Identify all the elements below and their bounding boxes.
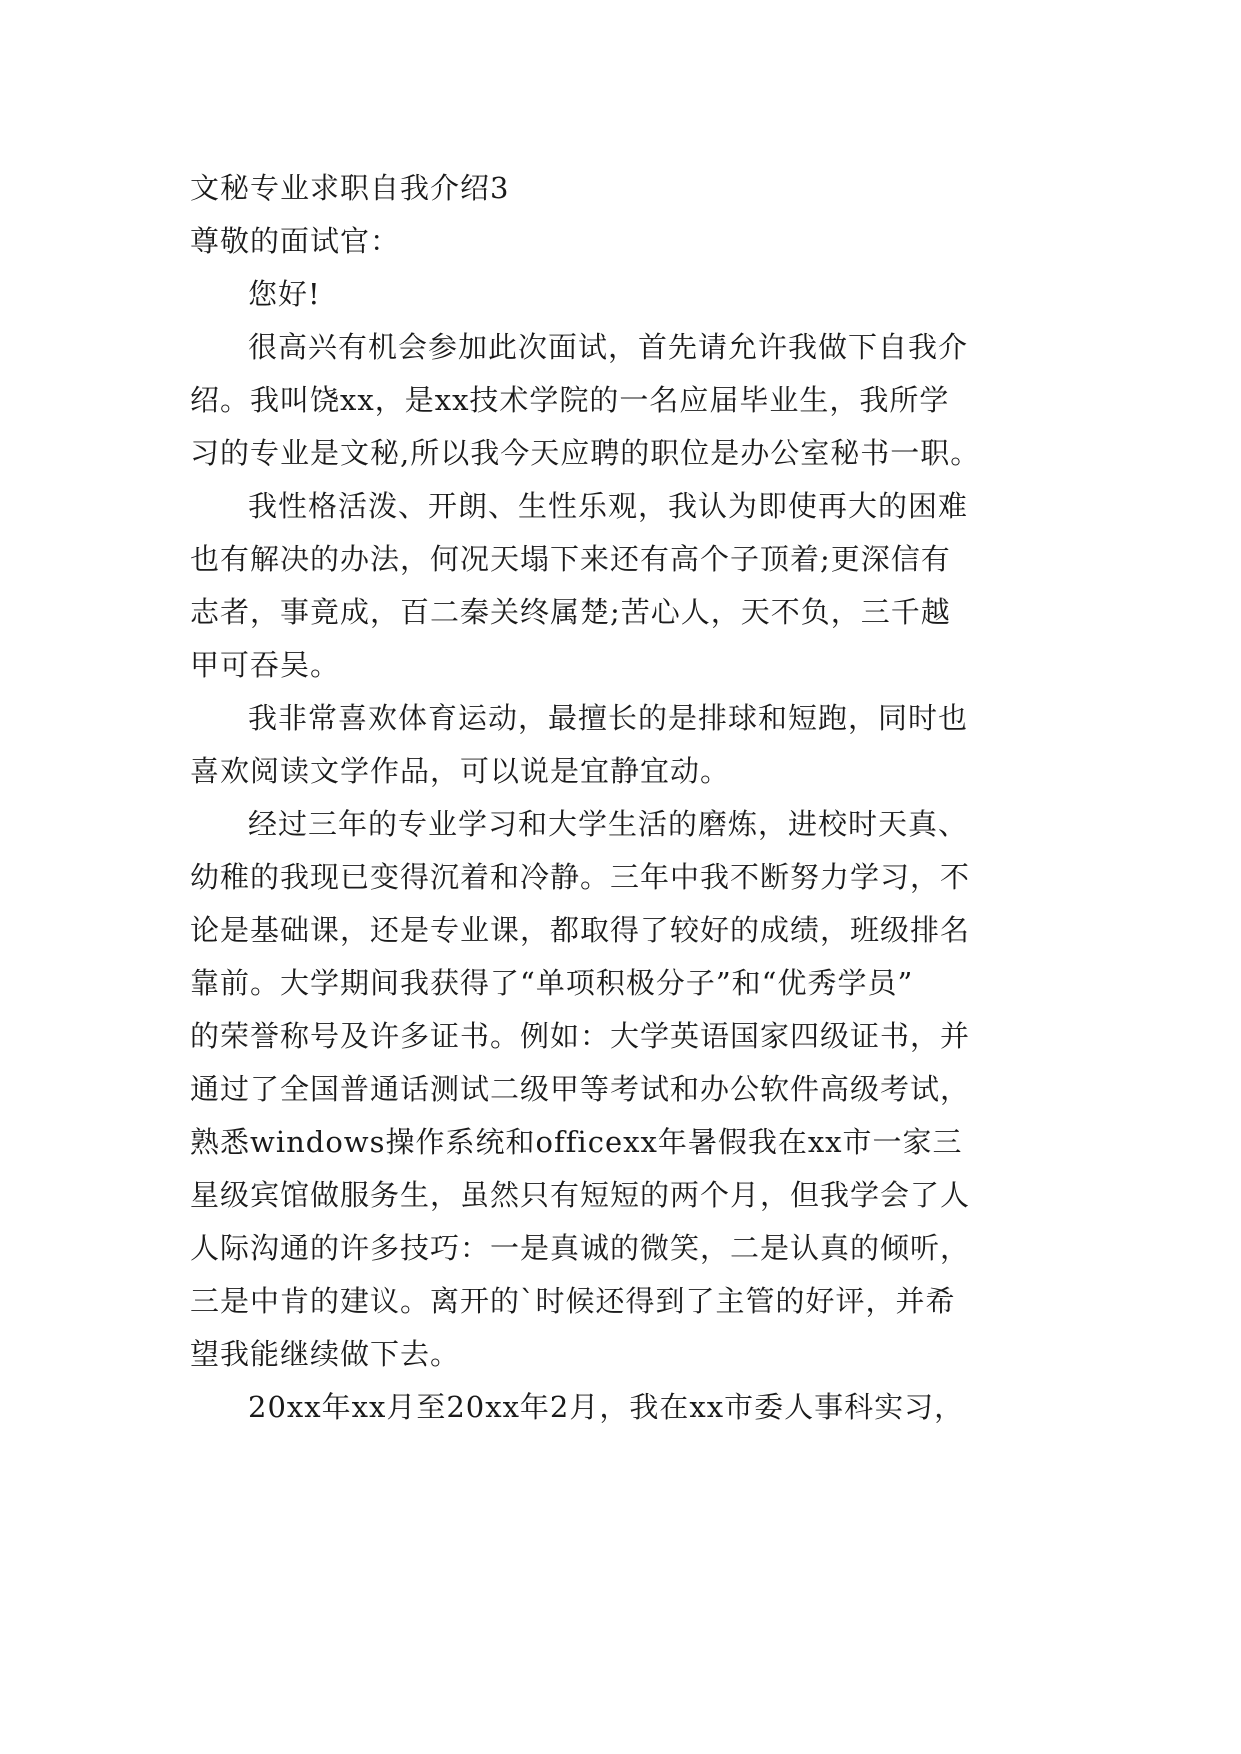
paragraph-line: 20xx年xx月至20xx年2月，我在xx市委人事科实习， [248, 1390, 965, 1424]
document-body [190, 162, 1070, 1434]
paragraph-line: 我非常喜欢体育运动，最擅长的是排球和短跑，同时也 [248, 701, 969, 735]
salutation: 尊敬的面试官： [190, 224, 401, 258]
paragraph-line: 熟悉windows操作系统和officexx年暑假我在xx市一家三 [190, 1125, 963, 1159]
paragraph-line: 我性格活泼、开朗、生性乐观，我认为即使再大的困难 [248, 489, 969, 523]
paragraph-line: 三是中肯的建议。离开的`时候还得到了主管的好评，并希 [190, 1284, 956, 1318]
paragraph-line: 也有解决的办法，何况天塌下来还有高个子顶着;更深信有 [190, 542, 951, 576]
paragraph-line: 很高兴有机会参加此次面试，首先请允许我做下自我介 [248, 330, 969, 364]
greeting-line: 您好! [248, 277, 321, 311]
paragraph-line: 习的专业是文秘,所以我今天应聘的职位是办公室秘书一职。 [190, 436, 981, 470]
paragraph-line: 星级宾馆做服务生，虽然只有短短的两个月，但我学会了人 [190, 1178, 971, 1212]
paragraph-line: 甲可吞吴。 [190, 648, 341, 682]
paragraph-line: 望我能继续做下去。 [190, 1337, 461, 1371]
paragraph-line: 的荣誉称号及许多证书。例如：大学英语国家四级证书，并 [190, 1019, 971, 1053]
paragraph-line: 喜欢阅读文学作品，可以说是宜静宜动。 [190, 754, 731, 788]
paragraph-line: 论是基础课，还是专业课，都取得了较好的成绩，班级排名 [190, 913, 971, 947]
paragraph-line: 经过三年的专业学习和大学生活的磨炼，进校时天真、 [248, 807, 969, 841]
paragraph-line: 人际沟通的许多技巧：一是真诚的微笑，二是认真的倾听， [190, 1231, 971, 1265]
paragraph-line: 通过了全国普通话测试二级甲等考试和办公软件高级考试， [190, 1072, 971, 1106]
paragraph-line: 靠前。大学期间我获得了“单项积极分子”和“优秀学员” [190, 966, 914, 1000]
paragraph-line: 幼稚的我现已变得沉着和冷静。三年中我不断努力学习，不 [190, 860, 971, 894]
paragraph-line: 绍。我叫饶xx，是xx技术学院的一名应届毕业生，我所学 [190, 383, 950, 417]
paragraph-line: 志者，事竟成，百二秦关终属楚;苦心人，天不负，三千越 [190, 595, 951, 629]
document-title: 文秘专业求职自我介绍3 [190, 171, 510, 205]
